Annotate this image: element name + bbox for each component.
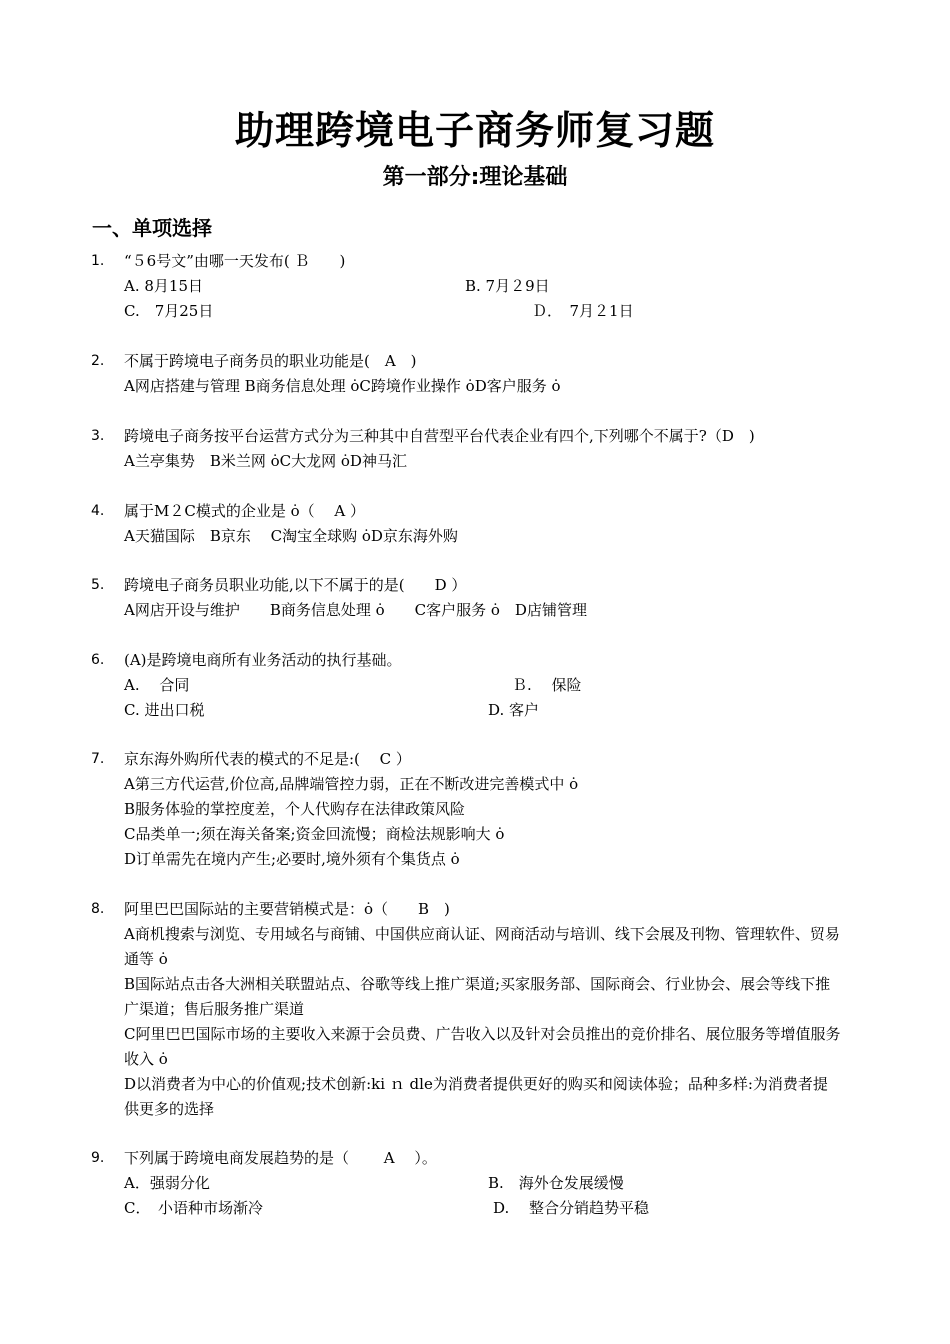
question-number: 1. bbox=[91, 253, 105, 269]
option-d: D以消费者为中心的价值观;技术创新:ki ｎ dle为消费者提供更好的购买和阅读体验；品种多样:为消费者提供更多的选择 bbox=[124, 1075, 828, 1118]
question-stem: “５6号文”由哪一天发布( Ｂ ) bbox=[124, 252, 346, 270]
option-c: C品类单一;须在海关备案;资金回流慢；商检法规影响大 ȯ bbox=[124, 825, 505, 843]
question-number: 3. bbox=[91, 428, 105, 444]
option-a: A. 8月15日 bbox=[124, 277, 203, 295]
question-stem: 属于M２C模式的企业是 ȯ（ A ） bbox=[124, 502, 366, 520]
question-options: A网店开设与维护 B商务信息处理 ȯ C客户服务 ȯ D店铺管理 bbox=[124, 601, 587, 619]
option-c: C． 小语种市场渐冷 bbox=[124, 1199, 263, 1217]
option-a: A第三方代运营,价位高,品牌端管控力弱，正在不断改进完善模式中 ȯ bbox=[124, 775, 579, 793]
option-d: D. 整合分销趋势平稳 bbox=[493, 1199, 650, 1217]
question-stem: 阿里巴巴国际站的主要营销模式是：ȯ（ B ) bbox=[124, 900, 450, 918]
question-number: 7. bbox=[91, 751, 105, 767]
question-stem: 下列属于跨境电商发展趋势的是（ A ）。 bbox=[124, 1149, 437, 1167]
question-number: 8. bbox=[91, 901, 105, 917]
question-options: A网店搭建与管理 B商务信息处理 ȯC跨境作业操作 ȯD客户服务 ȯ bbox=[124, 377, 561, 395]
question-stem: 京东海外购所代表的模式的不足是:( C ） bbox=[124, 750, 411, 768]
option-a: A．强弱分化 bbox=[124, 1174, 210, 1192]
option-b: B服务体验的掌控度差，个人代购存在法律政策风险 bbox=[124, 800, 466, 818]
question-stem: 跨境电子商务员职业功能,以下不属于的是( D ） bbox=[124, 576, 467, 594]
question-number: 6. bbox=[91, 652, 105, 668]
question-number: 4. bbox=[91, 503, 105, 519]
option-b: B. 海外仓发展缓慢 bbox=[488, 1174, 624, 1192]
option-a: A. 合同 bbox=[124, 676, 190, 694]
question-number: 2. bbox=[91, 353, 105, 369]
option-b: B. 7月２9日 bbox=[465, 277, 550, 295]
document-title: 助理跨境电子商务师复习题 bbox=[234, 109, 715, 154]
option-c: C阿里巴巴国际市场的主要收入来源于会员费、广告收入以及针对会员推出的竞价排名、展位服务等增值服务收入 ȯ bbox=[124, 1025, 841, 1068]
question-stem: 跨境电子商务按平台运营方式分为三种其中自营型平台代表企业有四个,下列哪个不属于?（D ) bbox=[124, 427, 755, 445]
option-c: C. 7月25日 bbox=[124, 302, 214, 320]
question-stem: 不属于跨境电子商务员的职业功能是( A ) bbox=[124, 352, 417, 370]
question-options: A兰亭集势 B米兰网 ȯC大龙网 ȯD神马汇 bbox=[124, 452, 407, 470]
question-number: 5. bbox=[91, 577, 105, 593]
question-options: A天猫国际 B京东 C淘宝全球购 ȯD京东海外购 bbox=[124, 527, 458, 545]
document-subtitle: 第一部分:理论基础 bbox=[382, 165, 568, 190]
section-heading: 一、单项选择 bbox=[92, 216, 212, 240]
option-b: Ｂ. 保险 bbox=[512, 676, 582, 694]
question-number: 9. bbox=[91, 1150, 105, 1166]
option-a: A商机搜索与浏览、专用域名与商铺、中国供应商认证、网商活动与培训、线下会展及刊物、管理软件、贸易通等 ȯ bbox=[124, 925, 840, 968]
question-stem: (A)是跨境电商所有业务活动的执行基础。 bbox=[124, 651, 402, 669]
option-b: B国际站点击各大洲相关联盟站点、谷歌等线上推广渠道;买家服务部、国际商会、行业协会、展会等线下推广渠道；售后服务推广渠道 bbox=[124, 975, 831, 1018]
option-c: C. 进出口税 bbox=[124, 701, 205, 719]
option-d: D订单需先在境内产生;必要时,境外须有个集货点 ȯ bbox=[124, 850, 460, 868]
option-d: D. 客户 bbox=[488, 701, 540, 719]
option-d: Ｄ． 7月２1日 bbox=[532, 302, 634, 320]
